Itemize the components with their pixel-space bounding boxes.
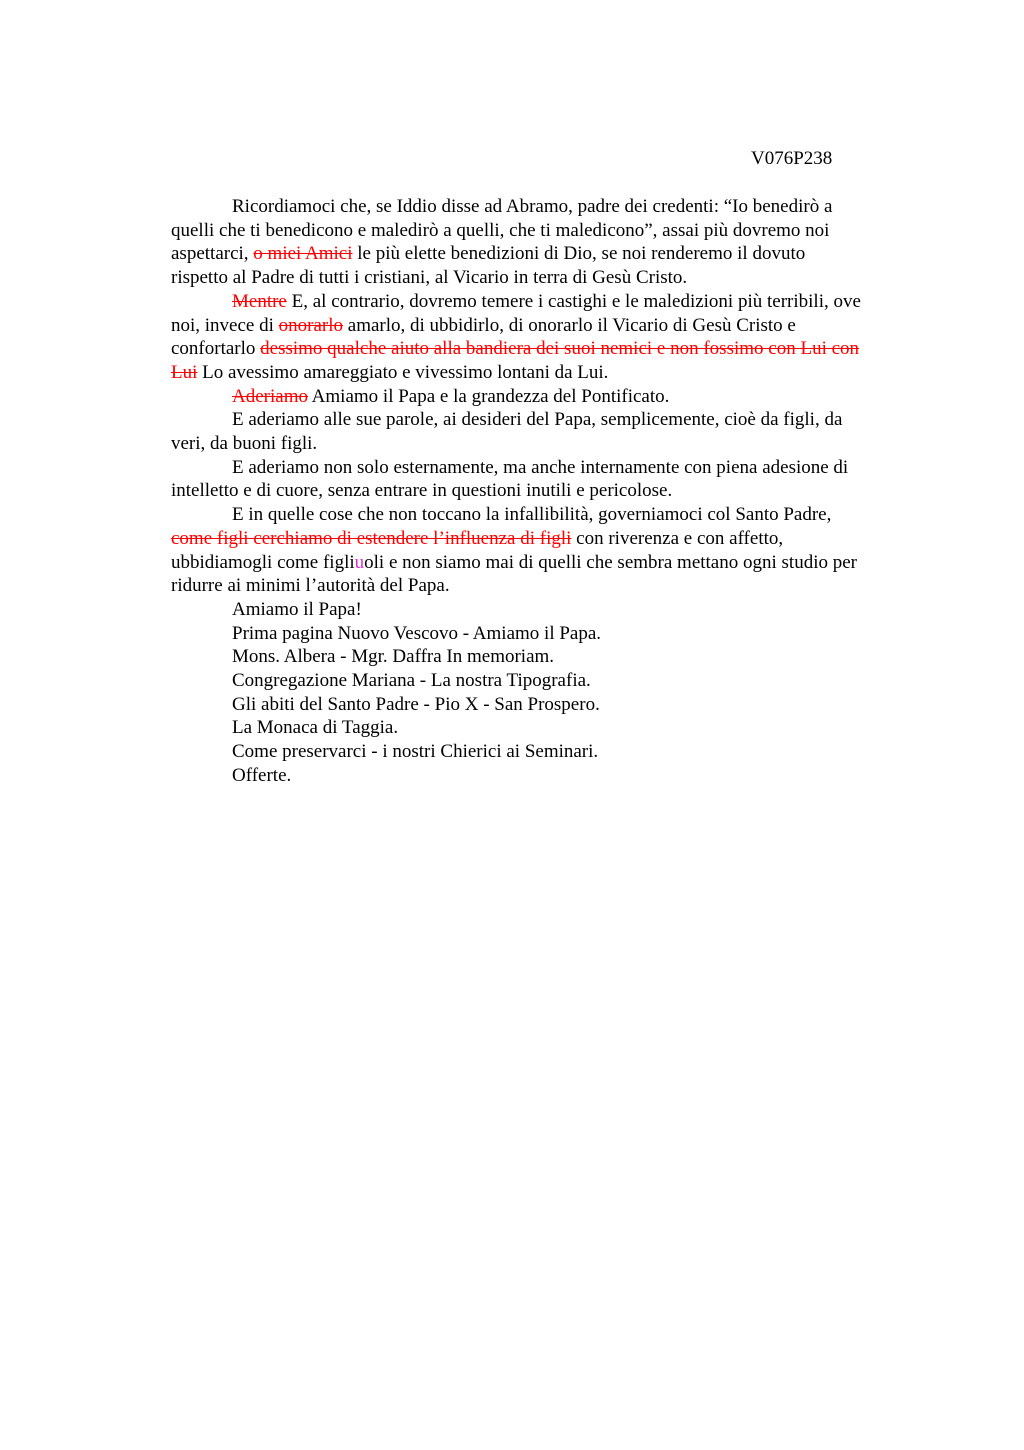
p1-line-3-end: le più elette benedizioni di Dio, se noi renderemo il dovuto <box>352 243 806 265</box>
deleted-text: come figli cerchiamo di estendere l’influenza di figli <box>171 527 572 549</box>
inserted-text: u <box>354 551 365 573</box>
paragraph-6 <box>171 503 931 598</box>
paragraph-4 <box>171 408 931 455</box>
deleted-text: o miei Amici <box>253 243 353 265</box>
p3-text: Amiamo il Papa e la grandezza del Pontificato. <box>307 385 670 407</box>
paragraph-5 <box>171 456 931 503</box>
paragraph-2 <box>171 290 931 385</box>
p2-line-2 <box>171 314 931 338</box>
p1-line-3-start: aspettarci, <box>171 243 254 265</box>
p2-line-1: E, al contrario, dovremo temere i castighi e le maledizioni più terribili, ove <box>286 290 861 312</box>
p2-line-3-start: confortarlo <box>171 338 261 360</box>
p2-line-3 <box>171 337 931 361</box>
paragraph-3 <box>171 385 931 409</box>
p4-line-2: veri, da buoni figli. <box>171 433 318 455</box>
p2-line-2-start: noi, invece di <box>171 314 279 336</box>
deleted-text: onorarlo <box>278 314 344 336</box>
p6-line-3 <box>171 551 931 575</box>
p6-line-1: E in quelle cose che non toccano la infallibilità, governiamoci col Santo Padre, <box>232 504 832 526</box>
summary-list <box>171 598 931 788</box>
p6-line-3-start: ubbidiamogli come figli <box>171 551 355 573</box>
list-item: Prima pagina Nuovo Vescovo - Amiamo il Papa. <box>232 622 602 644</box>
p6-line-3-end: oli e non siamo mai di quelli che sembra mettano ogni studio per <box>364 551 857 573</box>
p1-line-4: rispetto al Padre di tutti i cristiani, al Vicario in terra di Gesù Cristo. <box>171 267 688 289</box>
p2-line-2-end: amarlo, di ubbidirlo, di onorarlo il Vicario di Gesù Cristo e <box>343 314 796 336</box>
p6-line-2-end: con riverenza e con affetto, <box>571 527 784 549</box>
p6-line-2 <box>171 527 931 551</box>
p1-line-2: quelli che ti benedicono e maledirò a quelli, che ti maledicono”, assai più dovremo noi <box>171 219 830 241</box>
p5-line-2: intelletto e di cuore, senza entrare in questioni inutili e pericolose. <box>171 480 673 502</box>
deleted-text: Mentre <box>232 290 287 312</box>
document-body <box>171 195 931 788</box>
list-item: Mons. Albera - Mgr. Daffra In memoriam. <box>232 646 555 668</box>
list-item: Offerte. <box>232 764 292 786</box>
deleted-text: Lui <box>171 361 198 383</box>
p6-line-4: ridurre ai minimi l’autorità del Papa. <box>171 575 450 597</box>
deleted-text: Aderiamo <box>232 385 308 407</box>
p5-line-1: E aderiamo non solo esternamente, ma anche internamente con piena adesione di <box>232 456 849 478</box>
p2-line-4-end: Lo avessimo amareggiato e vivessimo lontani da Lui. <box>197 361 609 383</box>
p2-line-4 <box>171 361 931 385</box>
page-code: V076P238 <box>751 148 833 169</box>
list-item: Come preservarci - i nostri Chierici ai Seminari. <box>232 741 599 763</box>
p1-line-3 <box>171 242 931 266</box>
list-item: Congregazione Mariana - La nostra Tipografia. <box>232 670 591 692</box>
list-item: Amiamo il Papa! <box>232 598 362 620</box>
p4-line-1: E aderiamo alle sue parole, ai desideri del Papa, semplicemente, cioè da figli, da <box>232 409 843 431</box>
paragraph-1 <box>171 195 931 290</box>
list-item: La Monaca di Taggia. <box>232 717 399 739</box>
p1-line-1: Ricordiamoci che, se Iddio disse ad Abramo, padre dei credenti: “Io benedirò a <box>232 196 833 217</box>
list-item: Gli abiti del Santo Padre - Pio X - San Prospero. <box>232 693 600 715</box>
deleted-text: dessimo qualche aiuto alla bandiera dei suoi nemici e non fossimo con Lui con <box>260 338 860 360</box>
